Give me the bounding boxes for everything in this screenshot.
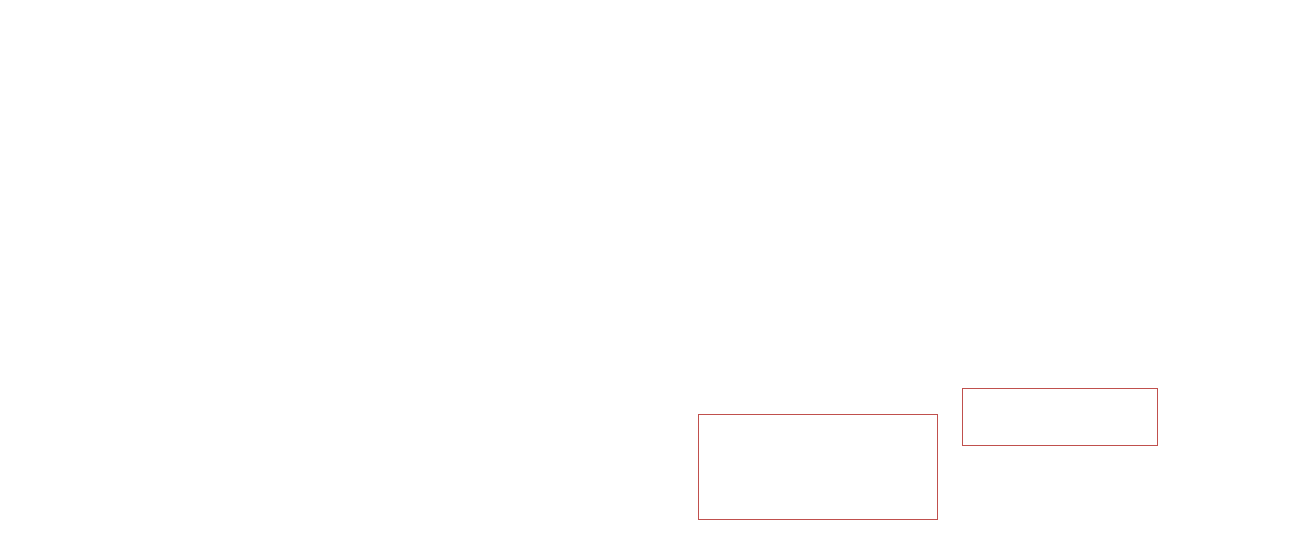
post-adjustment-note (962, 388, 1158, 446)
journal-note (698, 414, 938, 520)
